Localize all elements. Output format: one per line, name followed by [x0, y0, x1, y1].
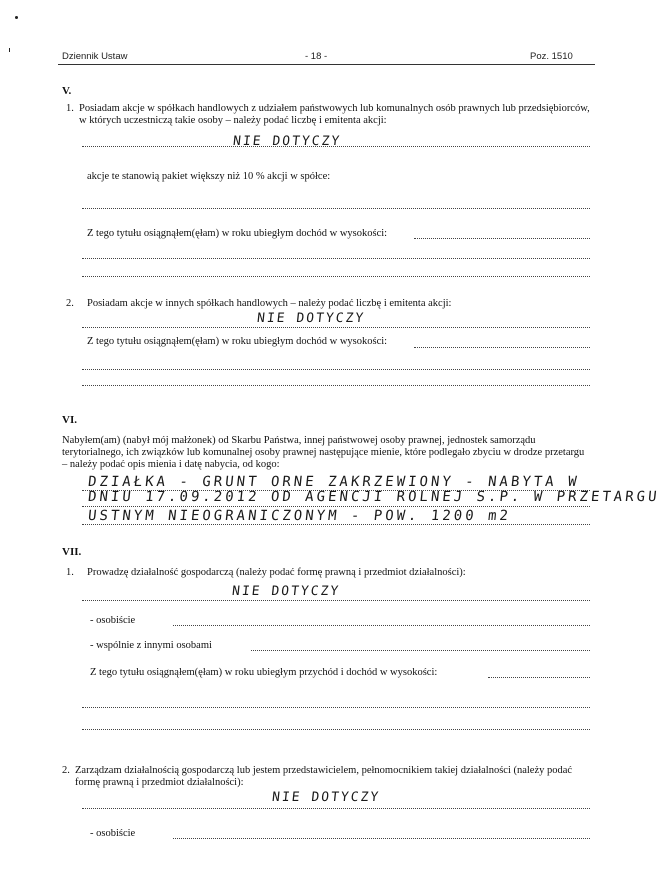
handwritten-answer: NIE DOTYCZY: [232, 134, 342, 149]
section-v-item1-text: Posiadam akcje w spółkach handlowych z udziałem państwowych lub komunalnych osób prawnych lub przedsiębiorców,: [79, 103, 590, 114]
page-number: - 18 -: [305, 51, 328, 62]
section-v-income-label: Z tego tytułu osiągnąłem(ęłam) w roku ubiegłym dochód w wysokości:: [87, 228, 388, 239]
handwritten-answer: USTNYM NIEOGRANICZONYM - POW. 1200 m2: [87, 508, 512, 524]
section-v-heading: V.: [62, 85, 72, 97]
section-vi-text: Nabyłem(am) (nabył mój małżonek) od Skarbu Państwa, innej państwowej osoby prawnej, jednostek samorządu: [62, 435, 536, 446]
section-vii-income-label: Z tego tytułu osiągnąłem(ęłam) w roku ubiegłym przychód i dochód w wysokości:: [90, 667, 438, 678]
section-vii-item2-number: 2.: [62, 765, 70, 776]
answer-line: [414, 347, 590, 348]
answer-line: [82, 729, 590, 730]
scan-speck: [9, 48, 10, 52]
answer-line: [414, 238, 590, 239]
scan-speck: [15, 16, 18, 19]
header-rule: [58, 64, 595, 65]
section-vii-item2-text: Zarządzam działalnością gospodarczą lub jestem przedstawicielem, pełnomocnikiem takiej działalności (należy podać: [75, 765, 573, 776]
section-vii-heading: VII.: [62, 546, 82, 558]
answer-line: [82, 808, 590, 809]
section-vi-text: terytorialnego, ich związków lub komunalnej osoby prawnej następujące mienie, które podlegało zbyciu w drodze przetargu: [62, 447, 585, 458]
answer-line: [82, 524, 590, 525]
answer-line: [82, 600, 590, 601]
answer-line: [251, 650, 590, 651]
answer-line: [173, 838, 590, 839]
answer-line: [82, 276, 590, 277]
answer-line: [82, 258, 590, 259]
answer-line: [82, 506, 590, 507]
section-v-item2-text: Posiadam akcje w innych spółkach handlowych – należy podać liczbę i emitenta akcji:: [87, 298, 452, 309]
handwritten-answer: DNIU 17.09.2012 OD AGENCJI ROLNEJ S.P. W PRZETARGU: [87, 489, 661, 505]
section-vi-text: – należy podać opis mienia i datę nabycia, od kogo:: [62, 459, 280, 470]
section-vii-jointly-label: - wspólnie z innymi osobami: [90, 640, 212, 651]
answer-line: [82, 369, 590, 370]
answer-line: [488, 677, 590, 678]
section-v-item1-number: 1.: [66, 103, 74, 114]
answer-line: [173, 625, 590, 626]
handwritten-answer: DZIAŁKA - GRUNT ORNE ZAKRZEWIONY - NABYTA W: [87, 474, 581, 490]
journal-title: Dziennik Ustaw: [62, 51, 128, 62]
section-v-item1-text: w których uczestniczą takie osoby – należy podać liczbę i emitenta akcji:: [79, 115, 387, 126]
answer-line: [82, 208, 590, 209]
section-vii-item1-number: 1.: [66, 567, 74, 578]
section-v-over10-label: akcje te stanowią pakiet większy niż 10 % akcji w spółce:: [87, 171, 331, 182]
answer-line: [82, 707, 590, 708]
section-v-item2-income-label: Z tego tytułu osiągnąłem(ęłam) w roku ubiegłym dochód w wysokości:: [87, 336, 388, 347]
handwritten-answer: NIE DOTYCZY: [271, 790, 381, 805]
section-vii-personal-label: - osobiście: [90, 615, 136, 626]
section-vii-item2-personal-label: - osobiście: [90, 828, 136, 839]
handwritten-answer: NIE DOTYCZY: [256, 311, 366, 326]
section-vii-item2-text: formę prawną i przedmiot działalności):: [75, 777, 244, 788]
section-v-item2-number: 2.: [66, 298, 74, 309]
answer-line: [82, 146, 590, 147]
position-number: Poz. 1510: [530, 51, 573, 62]
answer-line: [82, 385, 590, 386]
handwritten-answer: NIE DOTYCZY: [231, 584, 341, 599]
section-vi-heading: VI.: [62, 414, 77, 426]
section-vii-item1-text: Prowadzę działalność gospodarczą (należy podać formę prawną i przedmiot działalności):: [87, 567, 466, 578]
answer-line: [82, 327, 590, 328]
